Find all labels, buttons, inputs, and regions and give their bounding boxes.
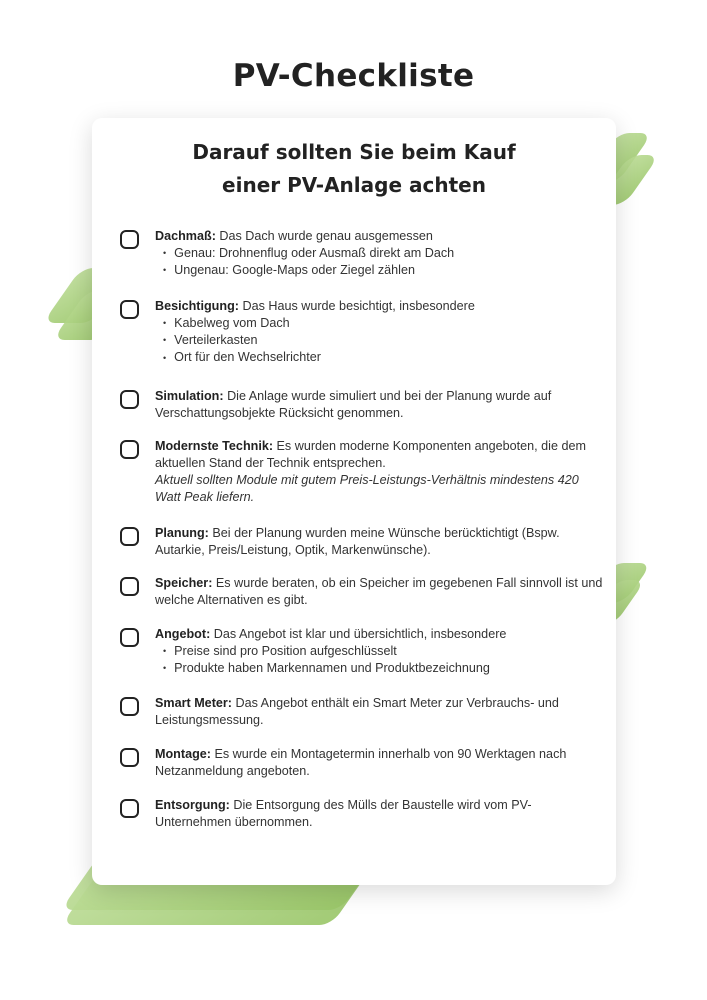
item-text bbox=[155, 626, 605, 677]
item-label: Speicher: bbox=[155, 576, 213, 590]
bullet-item: • Genau: Drohnenflug oder Ausmaß direkt am Dach bbox=[163, 245, 605, 262]
item-description: Die Anlage wurde simuliert und bei der Planung wurde auf Verschattungsobjekte Rücksicht genommen. bbox=[155, 389, 552, 420]
item-text bbox=[155, 228, 605, 279]
item-description: Es wurden moderne Komponenten angeboten, die dem aktuellen Stand der Technik entsprechen. bbox=[155, 439, 586, 470]
bullet-list bbox=[155, 315, 605, 367]
bullet-item: • Produkte haben Markennamen und Produktbezeichnung bbox=[163, 660, 605, 677]
item-text bbox=[155, 525, 605, 559]
checkbox[interactable] bbox=[120, 390, 139, 409]
item-label: Dachmaß: bbox=[155, 229, 216, 243]
checklist-card bbox=[92, 118, 616, 885]
item-text bbox=[155, 388, 605, 422]
item-label: Montage: bbox=[155, 747, 211, 761]
item-description: Es wurde beraten, ob ein Speicher im gegebenen Fall sinnvoll ist und welche Alternativen es gibt. bbox=[155, 576, 603, 607]
item-label: Entsorgung: bbox=[155, 798, 230, 812]
item-label: Simulation: bbox=[155, 389, 224, 403]
page-title: PV-Checkliste bbox=[232, 58, 475, 94]
bullet-item: • Preise sind pro Position aufgeschlüsselt bbox=[163, 643, 605, 660]
checkbox[interactable] bbox=[120, 799, 139, 818]
checkbox[interactable] bbox=[120, 628, 139, 647]
item-label: Angebot: bbox=[155, 627, 211, 641]
item-text bbox=[155, 438, 605, 506]
item-description: Die Entsorgung des Mülls der Baustelle wird vom PV-Unternehmen übernommen. bbox=[155, 798, 532, 829]
checkbox[interactable] bbox=[120, 300, 139, 319]
item-description: Bei der Planung wurden meine Wünsche berücktichtigt (Bspw. Autarkie, Preis/Leistung, Optik, Markenwünsche). bbox=[155, 526, 560, 557]
bullet-list bbox=[155, 245, 605, 279]
checkbox[interactable] bbox=[120, 527, 139, 546]
checkbox[interactable] bbox=[120, 230, 139, 249]
item-description: Das Angebot ist klar und übersichtlich, insbesondere bbox=[210, 627, 507, 641]
item-text bbox=[155, 298, 605, 367]
checkbox[interactable] bbox=[120, 577, 139, 596]
bullet-list bbox=[155, 643, 605, 677]
item-label: Modernste Technik: bbox=[155, 439, 274, 453]
bullet-item: • Ort für den Wechselrichter bbox=[163, 349, 605, 366]
item-description: Das Haus wurde besichtigt, insbesondere bbox=[238, 299, 475, 313]
item-label: Besichtigung: bbox=[155, 299, 239, 313]
subtitle-line-1: Darauf sollten Sie beim Kauf bbox=[192, 140, 516, 164]
checkbox[interactable] bbox=[120, 748, 139, 767]
item-label: Planung: bbox=[155, 526, 209, 540]
item-description: Es wurde ein Montagetermin innerhalb von 90 Werktagen nach Netzanmeldung angeboten. bbox=[155, 747, 567, 778]
bullet-item: • Ungenau: Google-Maps oder Ziegel zählen bbox=[163, 262, 605, 279]
item-label: Smart Meter: bbox=[155, 696, 232, 710]
bullet-item: • Verteilerkasten bbox=[163, 332, 605, 349]
item-text bbox=[155, 695, 605, 729]
item-description: Das Angebot enthält ein Smart Meter zur Verbrauchs- und Leistungsmessung. bbox=[155, 696, 559, 727]
subtitle-line-2: einer PV-Anlage achten bbox=[222, 173, 486, 197]
item-text bbox=[155, 797, 605, 831]
bullet-item: • Kabelweg vom Dach bbox=[163, 315, 605, 332]
item-text bbox=[155, 746, 605, 780]
item-text bbox=[155, 575, 605, 609]
checkbox[interactable] bbox=[120, 697, 139, 716]
item-description: Das Dach wurde genau ausgemessen bbox=[215, 229, 433, 243]
checkbox[interactable] bbox=[120, 440, 139, 459]
item-note: Aktuell sollten Module mit gutem Preis-Leistungs-Verhältnis mindestens 420 Watt Peak liefern. bbox=[155, 473, 579, 504]
